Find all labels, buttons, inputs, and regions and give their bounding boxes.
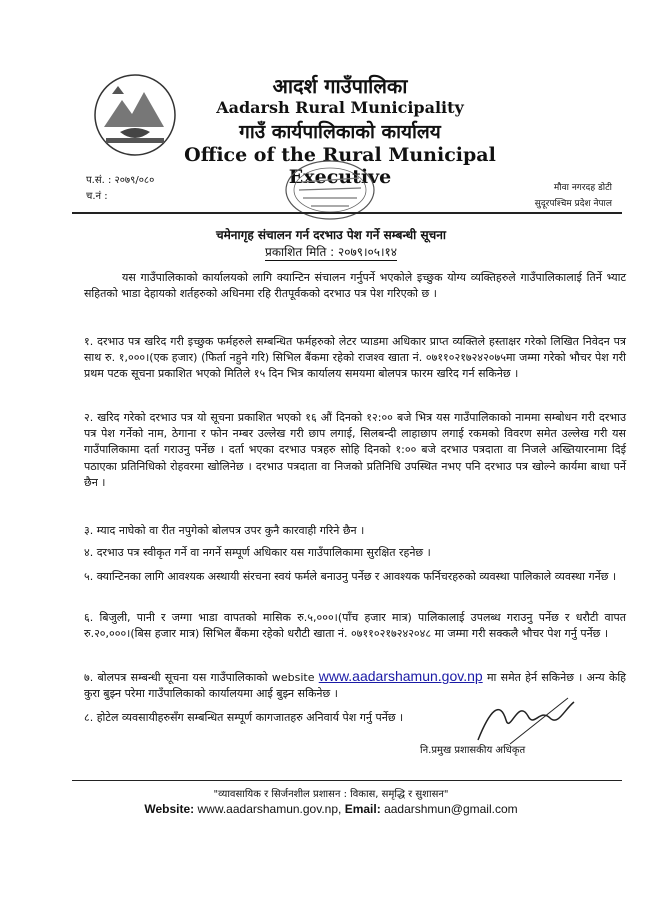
signatory-title: नि.प्रमुख प्रशासकीय अधिकृत (420, 745, 526, 756)
org-name-nepali: आदर्श गाउँपालिका (272, 74, 408, 98)
website-label: Website: (144, 802, 195, 816)
email-label: Email: (344, 802, 381, 816)
footer-contact (0, 802, 662, 816)
handwritten-signature-icon (470, 690, 580, 750)
clause-5: ५. क्यान्टिनका लागि आवश्यक अस्थायी संरचना स्वयं फर्मले बनाउनु पर्नेछ र आवश्यक फर्निचरहरुको व्यवस्था पालिकाले व्यवस्था गर्नेछ । (84, 570, 617, 583)
address-line-2: सुदूरपश्चिम प्रदेश नेपाल (534, 199, 612, 209)
clause-8: ८. होटेल व्यवसायीहरुसँग सम्बन्धित सम्पूर्ण कागजातहरु अनिवार्य पेश गर्नु पर्नेछ । (84, 711, 404, 724)
footer-email[interactable]: aadarshmun@gmail.com (384, 802, 518, 816)
clause-7-text-b: मा समेत हेर्न सकिनेछ । अन्य केहि कुरा बुझ्न परेमा गाउँपालिकाको कार्यालयमा आई बुझ्न सकिनेछ । (84, 671, 627, 701)
clause-6: ६. बिजुली, पानी र जग्गा भाडा वापतको मासिक रु.५,०००।(पाँच हजार मात्र) पालिकालाई उपलब्ध गराउनु पर्नेछ र धरौटी वापत रु.२०,०००।(बिस हजार मात्र) सिभिल बैंकमा रहेको धरौटी खाता नं. ०७११०२१७२४२०४८ मा जम्मा गरी सक्कलै भौचर पेश गर्नु पर्नेछ । (84, 611, 626, 641)
clause-7-text-a: ७. बोलपत्र सम्बन्धी सूचना यस गाउँपालिकाको website (84, 671, 315, 684)
clause-1: १. दरभाउ पत्र खरिद गरी इच्छुक फर्महरुले सम्बन्धित फर्महरुको लेटर प्याडमा अधिकार प्राप्त व्यक्तिले हस्ताक्षर गरेको लिखित निवेदन पत्र साथ रु. १,०००।(एक हजार) (फिर्ता नहुने गरि) सिभिल बैंकमा रहेको राजश्व खाता नं. ०७११०२१७२४२०७५मा जम्मा गरेको भौचर पेश गरी प्रथम पटक सूचना प्रकाशित भएको मितिले १५ दिन भित्र कार्यालय समयमा बोलपत्र फारम खरिद गर्न सकिनेछ । (84, 335, 626, 381)
footer-divider (72, 780, 622, 781)
website-link[interactable]: www.aadarshamun.gov.np (318, 668, 483, 684)
office-name-nepali: गाउँ कार्यपालिकाको कार्यालय (239, 121, 441, 143)
footer-website[interactable]: www.aadarshamun.gov.np, (197, 802, 342, 816)
office-name-english: Office of the Rural Municipal Executive (184, 144, 496, 188)
org-name-english: Aadarsh Rural Municipality (216, 98, 464, 117)
intro-paragraph: यस गाउँपालिकाको कार्यालयको लागि क्यान्टिन संचालन गर्नुपर्ने भएकोले इच्छुक योग्य व्यक्तिहरुले गाउँपालिकालाई तिर्ने भ्याट सहितको भाडा देहायको शर्तहरुको अधिनमा रहि रीतपूर्वकको दरभाउ पत्र पेश गरिएको छ । (84, 271, 626, 301)
publication-date (0, 243, 662, 260)
notice-title: चमेनागृह संचालन गर्न दरभाउ पेश गर्ने सम्बन्धी सूचना (216, 228, 446, 242)
footer-motto: "व्यावसायिक र सिर्जनशील प्रशासन : विकास, समृद्धि र सुशासन" (213, 789, 449, 800)
address-line-1: मौवा नगरदह डोटी (553, 183, 612, 193)
clause-4: ४. दरभाउ पत्र स्वीकृत गर्ने वा नगर्ने सम्पूर्ण अधिकार यस गाउँपालिकामा सुरक्षित रहनेछ । (84, 546, 431, 559)
dispatch-number: च.नं : (86, 191, 108, 202)
header-divider (72, 212, 622, 214)
publication-date-text: प्रकाशित मिति : २०७९।०५।१४ (265, 245, 397, 259)
reference-number: प.सं. : २०७९/०८० (86, 175, 155, 186)
clause-3: ३. म्याद नाघेको वा रीत नपुगेको बोलपत्र उपर कुनै कारवाही गरिने छैन । (84, 524, 365, 537)
clause-2: २. खरिद गरेको दरभाउ पत्र यो सूचना प्रकाशित भएको १६ औं दिनको १२:०० बजे भित्र यस गाउँपालिकाको नाममा सम्बोधन गरी दरभाउ पत्र पेश गर्नेको नाम, ठेगाना र फोन नम्बर उल्लेख गरी छाप लगाई, सिलबन्दी लाहाछाप लगाई रकमको विवरण समेत उल्लेख गरी यस गाउँपालिकामा दर्ता गराउनु पर्नेछ । दर्ता भएका दरभाउ पत्रहरु सोहि दिनको १:०० बजे दरभाउ पत्रदाता वा निजले अख्तियारनामा दिई पठाएका प्रतिनिधिको रोहवरमा खोलिनेछ । दरभाउ पत्रदाता वा निजको प्रतिनिधि उपस्थित नभए पनि दरभाउ पत्र खोल्ने कार्यमा बाधा पर्ने छैन । (84, 411, 626, 489)
